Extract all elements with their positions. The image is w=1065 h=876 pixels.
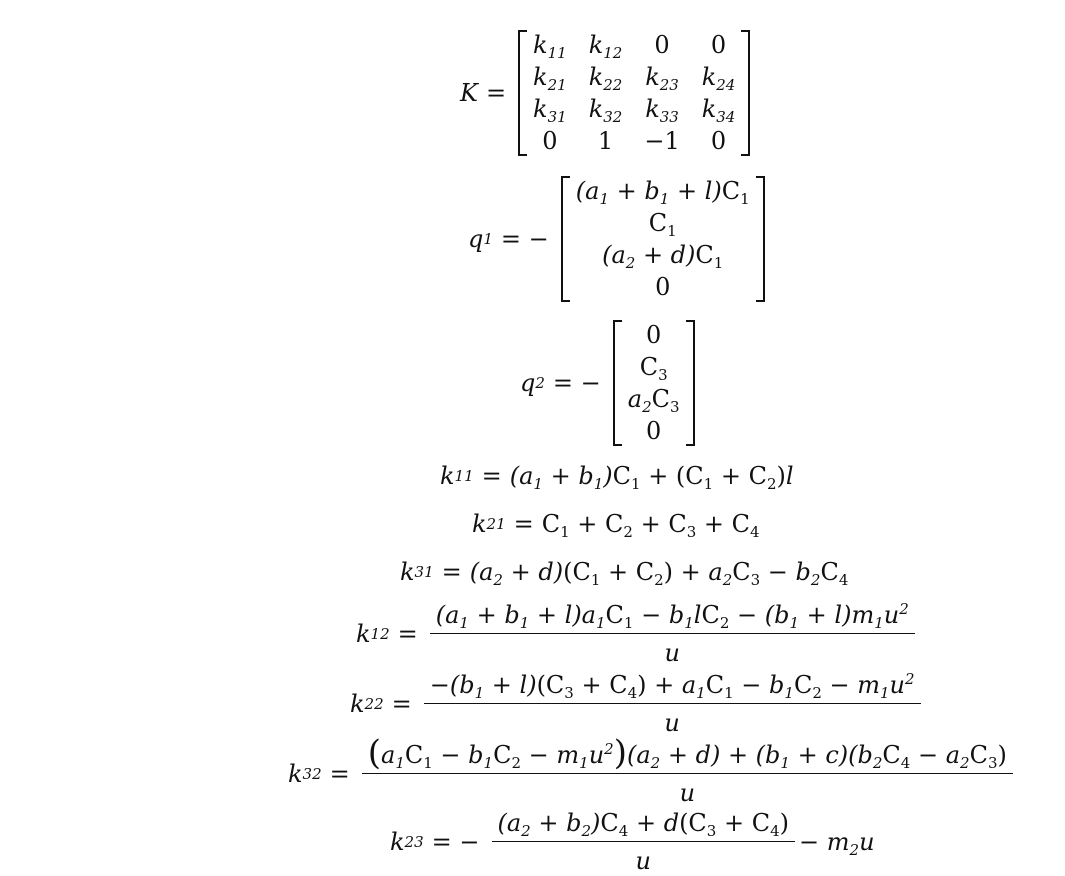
K-entry-1-4: 0 xyxy=(710,31,727,59)
equals-minus: = − xyxy=(552,369,601,397)
K-entry-2-4: $k_{24}$ xyxy=(701,63,736,94)
equals-sign: = xyxy=(513,510,534,538)
left-bracket xyxy=(613,320,622,446)
K-entry-2-1: $k_{21}$ xyxy=(533,63,567,94)
equals-sign: = xyxy=(329,760,350,788)
q1-entry-1: $(a_1 + b_1 + l)C_1$ xyxy=(575,177,750,208)
right-bracket xyxy=(686,320,695,446)
q1-vector xyxy=(561,176,765,302)
equals-sign: = xyxy=(441,558,462,586)
K-entry-3-4: $k_{34}$ xyxy=(701,95,736,126)
K-entry-2-2: $k_{22}$ xyxy=(588,63,623,94)
K-entry-4-4: 0 xyxy=(710,127,727,155)
q1-vector-grid xyxy=(570,176,756,302)
equation-k31 xyxy=(400,558,849,589)
equation-q1-vector xyxy=(468,176,765,302)
lhs-k21: k 21 xyxy=(472,510,506,538)
fraction-k22 xyxy=(424,670,921,738)
numerator: $-(b_1 + l)(C_3 + C_4) + a_1C_1 - b_1C_2 - m_1u^2$ xyxy=(424,670,921,704)
K-matrix xyxy=(518,30,750,156)
rhs-k11: $(a_1 + b_1)C_1 + (C_1 + C_2)l$ xyxy=(509,462,794,493)
K-entry-1-2: $k_{12}$ xyxy=(588,31,623,62)
q1-entry-2: $C_1$ xyxy=(648,209,677,240)
lhs-k31: k 31 xyxy=(400,558,434,586)
equals-sign: = xyxy=(481,462,502,490)
rhs-k31: $(a_2 + d)(C_1 + C_2) + a_2C_3 - b_2C_4$ xyxy=(469,558,849,589)
lhs-k11: k 11 xyxy=(440,462,474,490)
equation-k22 xyxy=(350,670,925,738)
q2-vector-grid xyxy=(622,320,686,446)
right-bracket xyxy=(741,30,750,156)
K-matrix-grid xyxy=(527,30,741,156)
equation-q2-vector xyxy=(520,320,695,446)
left-bracket xyxy=(518,30,527,156)
equals-minus: = − xyxy=(500,225,549,253)
fraction-k12 xyxy=(430,600,915,668)
q1-entry-3: $(a_2 + d)C_1$ xyxy=(602,241,724,272)
q1-entry-4: 0 xyxy=(655,273,671,301)
K-entry-4-1: 0 xyxy=(542,127,558,155)
K-entry-4-3: −1 xyxy=(644,127,680,155)
lhs-k22: k 22 xyxy=(350,690,384,718)
lhs-q1: q 1 xyxy=(468,225,493,253)
q2-entry-2: $C_3$ xyxy=(639,353,668,384)
equals-sign: = xyxy=(391,690,412,718)
fraction-k32 xyxy=(362,733,1013,808)
q2-entry-3: $a_2C_3$ xyxy=(627,385,680,416)
equals-sign: = xyxy=(397,620,418,648)
q2-entry-4: 0 xyxy=(646,417,662,445)
equation-k23 xyxy=(390,808,875,876)
K-entry-3-3: $k_{33}$ xyxy=(645,95,679,126)
K-entry-3-1: $k_{31}$ xyxy=(533,95,567,126)
lhs-k32: k 32 xyxy=(288,760,322,788)
lhs-k12: k 12 xyxy=(356,620,390,648)
equation-k12 xyxy=(356,600,919,668)
right-bracket xyxy=(756,176,765,302)
q2-entry-1: 0 xyxy=(646,321,662,349)
equation-k32 xyxy=(288,733,1017,808)
numerator: $(a_2 + b_2)C_4 + d(C_3 + C_4)$ xyxy=(492,808,796,842)
fraction-k23 xyxy=(492,808,796,876)
q2-vector xyxy=(613,320,695,446)
K-entry-1-1: $k_{11}$ xyxy=(533,31,567,62)
denominator: u xyxy=(679,779,696,807)
lhs-q2: q 2 xyxy=(520,369,545,397)
K-entry-1-3: 0 xyxy=(654,31,670,59)
K-entry-3-2: $k_{32}$ xyxy=(588,95,623,126)
equation-k11 xyxy=(440,462,794,493)
denominator: u xyxy=(664,709,680,737)
lhs-K: K xyxy=(460,79,478,107)
left-bracket xyxy=(561,176,570,302)
denominator: u xyxy=(664,639,680,667)
lhs-k23: k 23 xyxy=(390,828,424,856)
equals-sign: = xyxy=(485,79,507,107)
numerator: $(a_1C_1 - b_1C_2 - m_1u^2)(a_2 + d) + (b_1 + c)(b_2C_4 - a_2C_3)$ xyxy=(362,740,1013,774)
rhs-k21: $C_1 + C_2 + C_3 + C_4$ xyxy=(541,510,760,541)
k23-tail: − $m_2u$ xyxy=(799,828,875,859)
equation-K-matrix xyxy=(460,30,750,156)
equation-k21 xyxy=(472,510,760,541)
numerator: $(a_1 + b_1 + l)a_1C_1 - b_1lC_2 - (b_1 + l)m_1u^2$ xyxy=(430,600,915,634)
K-entry-2-3: $k_{23}$ xyxy=(645,63,679,94)
denominator: u xyxy=(635,847,651,875)
equals-minus: = − xyxy=(431,828,480,856)
K-entry-4-2: 1 xyxy=(597,127,614,155)
